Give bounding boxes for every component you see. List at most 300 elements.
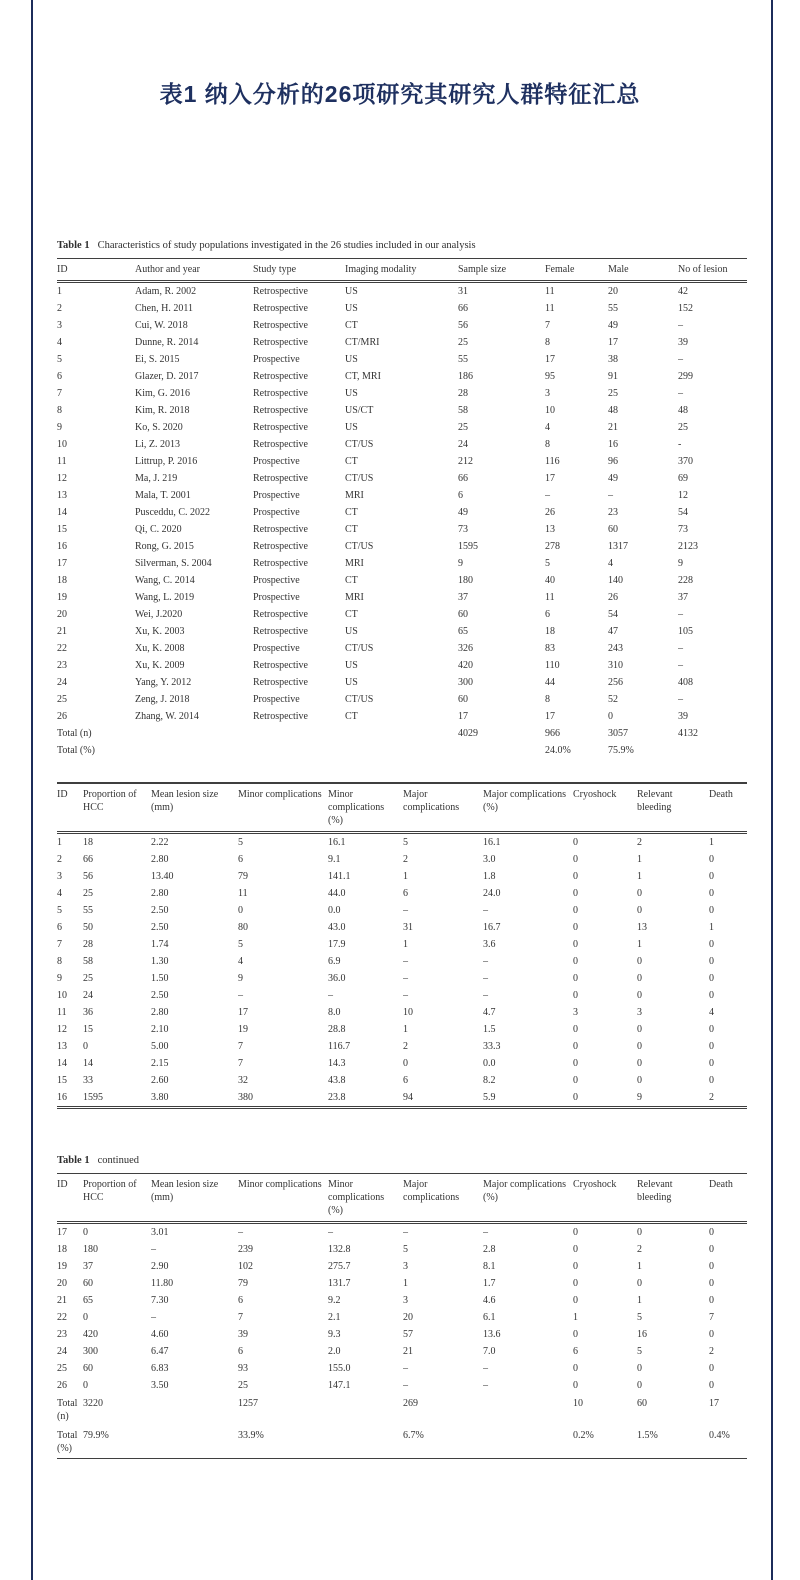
table-cell: 408 — [678, 677, 693, 688]
table-cell: 58 — [83, 956, 93, 967]
table-cell: 0 — [637, 1278, 642, 1289]
table-cell: 0 — [637, 888, 642, 899]
table-cell: 0.4% — [709, 1430, 730, 1441]
table-cell: 1317 — [608, 541, 628, 552]
table-cell: 18 — [57, 575, 67, 586]
table-cell: 7 — [545, 320, 550, 331]
table-cell: – — [678, 388, 683, 399]
table-cell: 13 — [57, 1041, 67, 1052]
table-cell: – — [678, 660, 683, 671]
table-cell: 2.80 — [151, 1007, 169, 1018]
table-cell: 0 — [83, 1041, 88, 1052]
table-cell: CT/US — [345, 473, 374, 484]
column-header: Death — [709, 783, 747, 833]
table-cell: 66 — [458, 473, 468, 484]
table-cell: 228 — [678, 575, 693, 586]
table-cell: 12 — [57, 473, 67, 484]
table-cell — [151, 1426, 238, 1459]
table-cell: 23.8 — [328, 1092, 346, 1103]
table-cell: 49 — [458, 507, 468, 518]
table-cell: 93 — [238, 1363, 248, 1374]
table-row — [57, 1241, 747, 1258]
table-cell: 19 — [57, 592, 67, 603]
table-cell: 1595 — [83, 1092, 103, 1103]
table-cell: 380 — [238, 1092, 253, 1103]
table-cell: 8 — [57, 405, 62, 416]
table-cell: 6 — [573, 1346, 578, 1357]
table-cell: – — [678, 354, 683, 365]
table-cell: Retrospective — [253, 677, 308, 688]
table-cell: – — [328, 990, 333, 1001]
table-cell: 8 — [57, 956, 62, 967]
column-header: Relevant bleeding — [637, 783, 709, 833]
table-cell: 5 — [637, 1312, 642, 1323]
table-cell: 3 — [57, 871, 62, 882]
table-cell: Prospective — [253, 490, 300, 501]
table-cell: 0 — [709, 1261, 714, 1272]
table-cell: 10 — [57, 990, 67, 1001]
table-cell: Retrospective — [253, 558, 308, 569]
column-header: Minor complications (%) — [328, 783, 403, 833]
table-cell: 4 — [57, 337, 62, 348]
table-cell: Total (%) — [57, 1430, 78, 1454]
table-cell: 2123 — [678, 541, 698, 552]
table-cell: 239 — [238, 1244, 253, 1255]
table-cell: 3 — [637, 1007, 642, 1018]
table-cell: 15 — [57, 524, 67, 535]
table-cell: 0 — [709, 990, 714, 1001]
table-cell: 60 — [608, 524, 618, 535]
table-cell: 3 — [545, 388, 550, 399]
table-cell: 55 — [458, 354, 468, 365]
column-header: Female — [545, 259, 608, 282]
table-row — [57, 1426, 747, 1459]
table-cell: – — [403, 973, 408, 984]
table-cell: 24 — [57, 1346, 67, 1357]
table-cell: 0 — [709, 888, 714, 899]
table-cell: 3 — [403, 1295, 408, 1306]
table-cell: 14 — [57, 507, 67, 518]
table-cell: 66 — [83, 854, 93, 865]
table-cell: 14 — [83, 1058, 93, 1069]
table-row — [57, 351, 747, 368]
table-cell: 0 — [573, 854, 578, 865]
table-cell: 2 — [709, 1092, 714, 1103]
table-cell: 0 — [637, 956, 642, 967]
table-cell: 15 — [83, 1024, 93, 1035]
page-title: 表1 纳入分析的26项研究其研究人群特征汇总 — [159, 81, 641, 107]
table-cell: 2 — [403, 854, 408, 865]
table-cell: 3.0 — [483, 854, 496, 865]
table-row — [57, 317, 747, 334]
table-cell: 75.9% — [608, 745, 634, 756]
table-cell: 20 — [57, 1278, 67, 1289]
table-cell: 2 — [709, 1346, 714, 1357]
table-cell: 13 — [57, 490, 67, 501]
table-cell: 0 — [573, 990, 578, 1001]
table-cell: Retrospective — [253, 541, 308, 552]
column-header: Cryoshock — [573, 783, 637, 833]
table-cell: 54 — [608, 609, 618, 620]
table-cell: Total (n) — [57, 1398, 78, 1422]
column-header: Minor complications — [238, 1174, 328, 1223]
table-cell: Retrospective — [253, 422, 308, 433]
table-cell: – — [483, 1363, 488, 1374]
table-cell: CT/US — [345, 643, 374, 654]
table-cell: US — [345, 303, 358, 314]
table-row — [57, 334, 747, 351]
table-cell: 94 — [403, 1092, 413, 1103]
table-cell: 19 — [57, 1261, 67, 1272]
table-cell: 0 — [573, 1363, 578, 1374]
table-cell: 1.74 — [151, 939, 169, 950]
table-cell: Wang, C. 2014 — [135, 575, 195, 586]
table-cell: – — [678, 609, 683, 620]
table-cell: 9 — [637, 1092, 642, 1103]
table-cell: 25 — [238, 1380, 248, 1391]
table-cell: 0 — [709, 1227, 714, 1238]
table-cell: CT — [345, 507, 358, 518]
table-cell: 18 — [57, 1244, 67, 1255]
table-cell — [483, 1394, 573, 1426]
table-row — [57, 640, 747, 657]
table-cell: 96 — [608, 456, 618, 467]
table-cell: 7 — [238, 1312, 243, 1323]
table-cell: 0 — [573, 837, 578, 848]
table-cell: 39 — [678, 337, 688, 348]
table-cell: 20 — [57, 609, 67, 620]
table-cell: Retrospective — [253, 473, 308, 484]
table-cell: 132.8 — [328, 1244, 351, 1255]
table-cell: 3220 — [83, 1398, 103, 1409]
table-cell: – — [483, 956, 488, 967]
table-cell: 0 — [573, 973, 578, 984]
table-cell: Li, Z. 2013 — [135, 439, 180, 450]
column-header: Sample size — [458, 259, 545, 282]
table-cell: 966 — [545, 728, 560, 739]
table-cell: 1 — [57, 837, 62, 848]
table-cell: 7 — [238, 1058, 243, 1069]
table-cell: 0 — [709, 1024, 714, 1035]
table-cell: 0 — [637, 1380, 642, 1391]
table-cell: 6 — [403, 888, 408, 899]
table-row — [57, 504, 747, 521]
column-header: Male — [608, 259, 678, 282]
table-cell: 1 — [637, 1261, 642, 1272]
table-cell: 9.3 — [328, 1329, 341, 1340]
table-cell: MRI — [345, 490, 364, 501]
table-cell: 0 — [709, 1075, 714, 1086]
table-cell: 18 — [545, 626, 555, 637]
table-cell: 4 — [608, 558, 613, 569]
table-cell: 58 — [458, 405, 468, 416]
table-cell: 0.0 — [328, 905, 341, 916]
table-cell: 14.3 — [328, 1058, 346, 1069]
column-header: Author and year — [135, 259, 253, 282]
table-cell: 0 — [573, 1227, 578, 1238]
table-cell: 11 — [545, 286, 555, 297]
table-cell: 60 — [458, 694, 468, 705]
table-cell: 9 — [57, 973, 62, 984]
table-cell — [135, 742, 253, 759]
table-row — [57, 453, 747, 470]
table-cell: - — [678, 439, 682, 450]
table-cell: 116.7 — [328, 1041, 351, 1052]
table-cell: 0 — [709, 956, 714, 967]
table-cell: 0 — [709, 939, 714, 950]
column-header: Major complications — [403, 783, 483, 833]
table-cell: 0 — [709, 871, 714, 882]
table-cell: 2.80 — [151, 888, 169, 899]
table-cell: 17 — [545, 354, 555, 365]
table-cell: 3.80 — [151, 1092, 169, 1103]
table-cell: 10 — [403, 1007, 413, 1018]
table-cell: 0 — [709, 1295, 714, 1306]
table-cell: 5 — [637, 1346, 642, 1357]
table-cell: Xu, K. 2009 — [135, 660, 185, 671]
column-header: Imaging modality — [345, 259, 458, 282]
table-cell: CT — [345, 456, 358, 467]
table-cell: 25 — [83, 888, 93, 899]
table-cell: Dunne, R. 2014 — [135, 337, 199, 348]
column-header: ID — [57, 1174, 83, 1223]
table-row — [57, 674, 747, 691]
table1-continued-caption-text: continued — [97, 1155, 139, 1166]
table-cell: 13 — [637, 922, 647, 933]
table-cell: – — [151, 1244, 156, 1255]
table-cell: Retrospective — [253, 303, 308, 314]
table-cell: 3.01 — [151, 1227, 169, 1238]
table-row — [57, 1394, 747, 1426]
table-cell: 0 — [709, 1058, 714, 1069]
table-cell: 24 — [57, 677, 67, 688]
table-cell: 2 — [403, 1041, 408, 1052]
table-row — [57, 1326, 747, 1343]
table-cell: 37 — [83, 1261, 93, 1272]
table-cell: 0 — [709, 1244, 714, 1255]
table-cell: 9.1 — [328, 854, 341, 865]
table-cell: – — [678, 694, 683, 705]
table-cell: 55 — [608, 303, 618, 314]
table-row — [57, 657, 747, 674]
table-cell: 33.3 — [483, 1041, 501, 1052]
table-cell: 5 — [403, 1244, 408, 1255]
table-cell: 57 — [403, 1329, 413, 1340]
table-cell: 10 — [545, 405, 555, 416]
table-cell: 17 — [238, 1007, 248, 1018]
table-cell: 17 — [608, 337, 618, 348]
table-cell: 16 — [57, 541, 67, 552]
table-cell: 1.7 — [483, 1278, 496, 1289]
table-cell: 0.0 — [483, 1058, 496, 1069]
table-cell: Glazer, D. 2017 — [135, 371, 199, 382]
table-cell: 37 — [678, 592, 688, 603]
table-cell: 0 — [637, 905, 642, 916]
table-cell: 243 — [608, 643, 623, 654]
table-cell: 6 — [57, 922, 62, 933]
table-cell: 2 — [57, 303, 62, 314]
table-cell: 23 — [57, 660, 67, 671]
table-cell: 95 — [545, 371, 555, 382]
table-cell: 17 — [545, 711, 555, 722]
table-cell: – — [483, 990, 488, 1001]
table-cell: Retrospective — [253, 337, 308, 348]
table-cell: 0 — [238, 905, 243, 916]
table-cell: Xu, K. 2003 — [135, 626, 185, 637]
table-cell: 0 — [709, 1363, 714, 1374]
table-cell: 7.0 — [483, 1346, 496, 1357]
table-cell: 25 — [57, 694, 67, 705]
table-cell: Chen, H. 2011 — [135, 303, 193, 314]
table-cell: 9 — [238, 973, 243, 984]
table-cell: 2.90 — [151, 1261, 169, 1272]
table-cell: 5 — [403, 837, 408, 848]
table-row — [57, 919, 747, 936]
table-row — [57, 1309, 747, 1326]
table-cell: 23 — [608, 507, 618, 518]
table-cell: 2.15 — [151, 1058, 169, 1069]
table-cell: 1 — [709, 837, 714, 848]
table-row — [57, 1004, 747, 1021]
table-cell: 16 — [637, 1329, 647, 1340]
table-cell: 17 — [709, 1398, 719, 1409]
table-cell: 0 — [709, 905, 714, 916]
table-cell: Ma, J. 219 — [135, 473, 178, 484]
table-cell: 16 — [57, 1092, 67, 1103]
table-cell: 32 — [238, 1075, 248, 1086]
table-cell: 44.0 — [328, 888, 346, 899]
table-cell: 0 — [573, 1380, 578, 1391]
table-cell: Retrospective — [253, 286, 308, 297]
table-cell: 0 — [403, 1058, 408, 1069]
table1-caption-text: Characteristics of study populations investigated in the 26 studies included in our analysis — [97, 240, 476, 251]
table-cell: 278 — [545, 541, 560, 552]
table-cell: Prospective — [253, 354, 300, 365]
table-cell: 1.5 — [483, 1024, 496, 1035]
table-cell: 0 — [573, 871, 578, 882]
table-cell: 60 — [83, 1363, 93, 1374]
table-row — [57, 589, 747, 606]
table-cell: 1 — [403, 1024, 408, 1035]
column-header: Minor complications — [238, 783, 328, 833]
table-cell: 256 — [608, 677, 623, 688]
table-cell: 2.22 — [151, 837, 169, 848]
table2-body — [57, 833, 747, 1108]
table-cell: 0 — [573, 956, 578, 967]
table-cell: 31 — [458, 286, 468, 297]
table-cell: 19 — [238, 1024, 248, 1035]
table-cell: Rong, G. 2015 — [135, 541, 194, 552]
table-cell: 0 — [637, 973, 642, 984]
table-cell: Zeng, J. 2018 — [135, 694, 190, 705]
table-cell: 186 — [458, 371, 473, 382]
table-cell: 0 — [573, 1024, 578, 1035]
complications-section — [57, 782, 747, 1109]
table-cell: 60 — [83, 1278, 93, 1289]
column-header: Major complications — [403, 1174, 483, 1223]
table-cell: 42 — [678, 286, 688, 297]
table-cell: 6 — [458, 490, 463, 501]
table-cell: 24 — [458, 439, 468, 450]
table-cell: 79 — [238, 871, 248, 882]
table-cell: – — [328, 1227, 333, 1238]
table-cell: 25 — [57, 1363, 67, 1374]
table-cell: 26 — [57, 1380, 67, 1391]
table-cell: 6.7% — [403, 1430, 424, 1441]
table-cell: 1 — [637, 871, 642, 882]
table-cell: Xu, K. 2008 — [135, 643, 185, 654]
table-cell: Yang, Y. 2012 — [135, 677, 192, 688]
table-cell: 4.6 — [483, 1295, 496, 1306]
table-cell: 6 — [57, 371, 62, 382]
table-cell: 155.0 — [328, 1363, 351, 1374]
table-cell: Retrospective — [253, 320, 308, 331]
table-row — [57, 487, 747, 504]
table-cell: 21 — [403, 1346, 413, 1357]
table-cell: Zhang, W. 2014 — [135, 711, 199, 722]
table-cell: 2.8 — [483, 1244, 496, 1255]
table-cell: 83 — [545, 643, 555, 654]
table-cell: 370 — [678, 456, 693, 467]
table-cell: 13 — [545, 524, 555, 535]
table-cell — [458, 742, 545, 759]
table-cell: 54 — [678, 507, 688, 518]
table-cell: – — [678, 643, 683, 654]
table-cell: CT — [345, 711, 358, 722]
table-row — [57, 606, 747, 623]
table-cell: 38 — [608, 354, 618, 365]
table-cell — [328, 1426, 403, 1459]
table-cell: 5 — [57, 354, 62, 365]
table-cell: 5 — [545, 558, 550, 569]
table-cell: 1 — [709, 922, 714, 933]
table-row — [57, 1292, 747, 1309]
table-row — [57, 470, 747, 487]
table-row — [57, 538, 747, 555]
table-cell: 0 — [573, 1075, 578, 1086]
table-cell: 10 — [573, 1398, 583, 1409]
column-header: Minor complications (%) — [328, 1174, 403, 1223]
table-row — [57, 368, 747, 385]
table-cell: 1 — [57, 286, 62, 297]
table-cell: 147.1 — [328, 1380, 351, 1391]
table-cell: 6.9 — [328, 956, 341, 967]
table-row — [57, 1360, 747, 1377]
table-cell: Prospective — [253, 456, 300, 467]
table-cell: Prospective — [253, 575, 300, 586]
table-cell: 79.9% — [83, 1430, 109, 1441]
table-cell: 66 — [458, 303, 468, 314]
table-row — [57, 1258, 747, 1275]
table-cell: 11 — [57, 456, 67, 467]
table-cell: 21 — [608, 422, 618, 433]
table-cell: 33 — [83, 1075, 93, 1086]
table-cell: 12 — [57, 1024, 67, 1035]
table-cell: 1 — [403, 1278, 408, 1289]
table-cell: 6 — [545, 609, 550, 620]
table-cell: 17 — [458, 711, 468, 722]
table-cell: Prospective — [253, 507, 300, 518]
table-row — [57, 885, 747, 902]
table-cell: 7.30 — [151, 1295, 169, 1306]
table-cell: 28.8 — [328, 1024, 346, 1035]
table-cell: 3.50 — [151, 1380, 169, 1391]
table-cell: 2.10 — [151, 1024, 169, 1035]
table-cell: 26 — [57, 711, 67, 722]
table-cell: Retrospective — [253, 609, 308, 620]
table-cell: 16.1 — [328, 837, 346, 848]
column-header: Proportion of HCC — [83, 1174, 151, 1223]
